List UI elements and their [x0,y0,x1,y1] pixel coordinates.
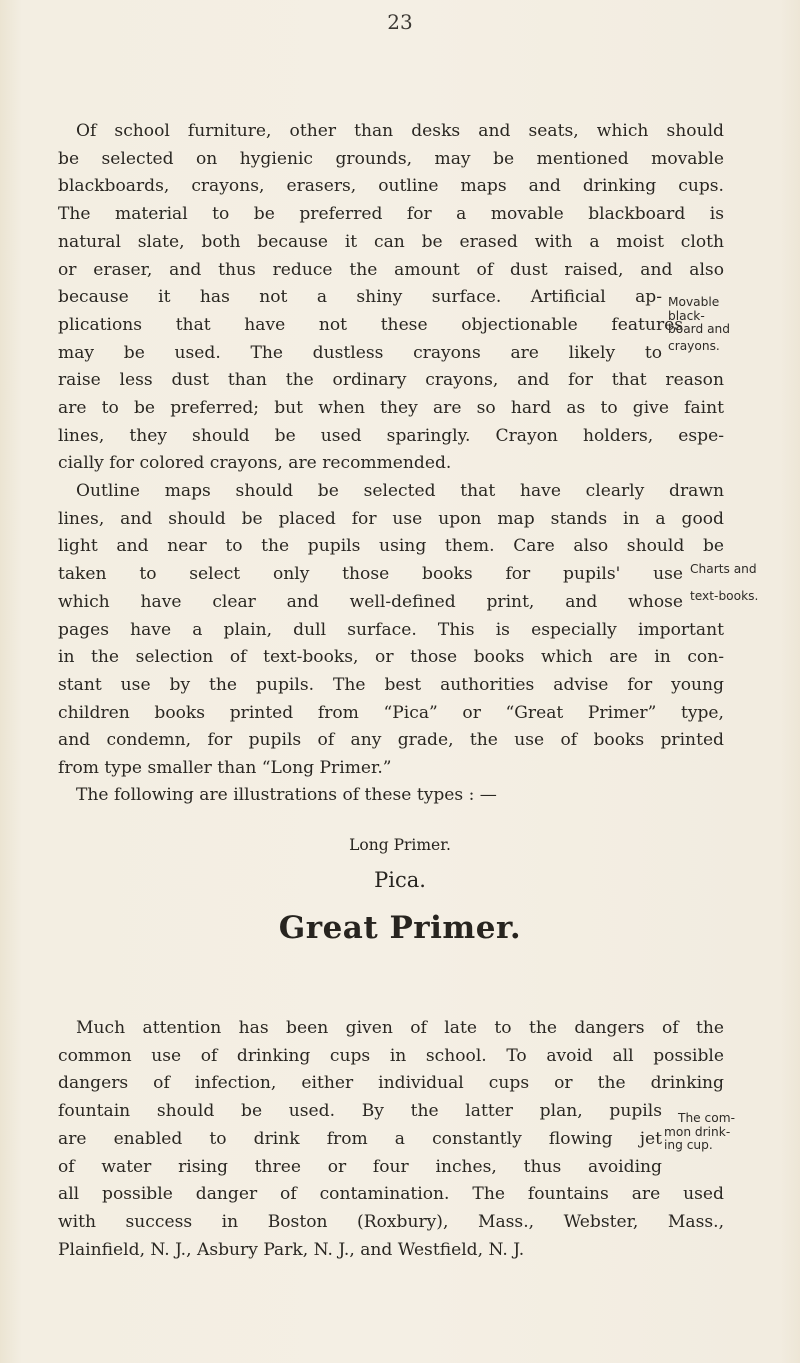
text-line: stant use by the pupils. The best authorities advise for young [58,674,724,695]
text-line: Much attention has been given of late to the dangers of the [76,1018,724,1038]
text-line: which have clear and well-defined print, and whose [58,591,683,612]
paragraph-illustrations-intro [58,782,724,810]
paragraph-maps-books [58,478,724,783]
margin-note-charts [690,563,758,603]
text-line: plications that have not these objectionable features [58,314,683,335]
text-line: lines, and should be placed for use upon map stands in a good [58,508,724,529]
margin-note-line: mon drink- [664,1124,731,1139]
text-line: blackboards, crayons, erasers, outline maps and drinking cups. [58,176,724,197]
text-line: with success in Boston (Roxbury), Mass., Webster, Mass., [58,1211,724,1232]
text-line: raise less dust than the ordinary crayons, and for that reason [58,370,724,391]
text-line: pages have a plain, dull surface. This is especially important [58,619,724,640]
text-line: light and near to the pupils using them. Care also should be [58,536,724,557]
text-line: natural slate, both because it can be erased with a moist cloth [58,231,724,252]
text-line: children books printed from “Pica” or “Great Primer” type, [58,702,724,723]
text-line: The following are illustrations of these types : — [76,785,497,805]
paragraph-furniture [58,118,724,478]
text-line: are enabled to drink from a constantly flowing jet [58,1128,662,1149]
text-line: dangers of infection, either individual cups or the drinking [58,1073,724,1094]
text-line: in the selection of text-books, or those books which are in con- [58,647,724,668]
text-line: because it has not a shiny surface. Artificial ap- [58,287,662,308]
margin-note-line: The com- [678,1111,735,1125]
margin-note-line: black- [668,308,705,323]
text-line: and condemn, for pupils of any grade, the use of books printed [58,730,724,751]
text-line: Outline maps should be selected that have clearly drawn [76,481,724,501]
text-line: The material to be preferred for a movable blackboard is [58,204,724,225]
text-line: all possible danger of contamination. The fountains are used [58,1184,724,1205]
text-line: fountain should be used. By the latter plan, pupils [58,1101,662,1122]
margin-note-line: Charts and [690,562,757,576]
text-line: or eraser, and thus reduce the amount of dust raised, and also [58,259,724,280]
text-line: Plainfield, N. J., Asbury Park, N. J., and Westfield, N. J. [58,1239,525,1260]
margin-note-line: text-books. [690,588,759,603]
text-line: Of school furniture, other than desks and seats, which should [76,121,724,141]
text-line: may be used. The dustless crayons are likely to [58,342,662,363]
margin-note-blackboards [668,296,730,353]
text-line: common use of drinking cups in school. To avoid all possible [58,1045,724,1066]
text-line: of water rising three or four inches, thus avoiding [58,1156,662,1177]
text-line: cially for colored crayons, are recommended. [58,453,452,474]
paragraph-drinking-cups [58,1015,724,1264]
text-line: lines, they should be used sparingly. Crayon holders, espe- [58,425,724,446]
text-line: taken to select only those books for pupils' use [58,564,683,585]
margin-note-line: ing cup. [664,1138,713,1152]
margin-note-line: board and [668,322,730,336]
text-line: be selected on hygienic grounds, may be mentioned movable [58,148,724,169]
margin-note-line: crayons. [668,338,720,353]
text-line: are to be preferred; but when they are so hard as to give faint [58,398,724,419]
type-sample-great-primer: Great Primer. [278,910,522,946]
page-number: 23 [387,10,413,34]
text-line: from type smaller than “Long Primer.” [58,758,392,779]
margin-note-drinking-cup [664,1112,735,1153]
type-sample-long-primer: Long Primer. [349,836,451,854]
type-sample-pica: Pica. [374,868,426,892]
margin-note-line: Movable [668,295,720,309]
